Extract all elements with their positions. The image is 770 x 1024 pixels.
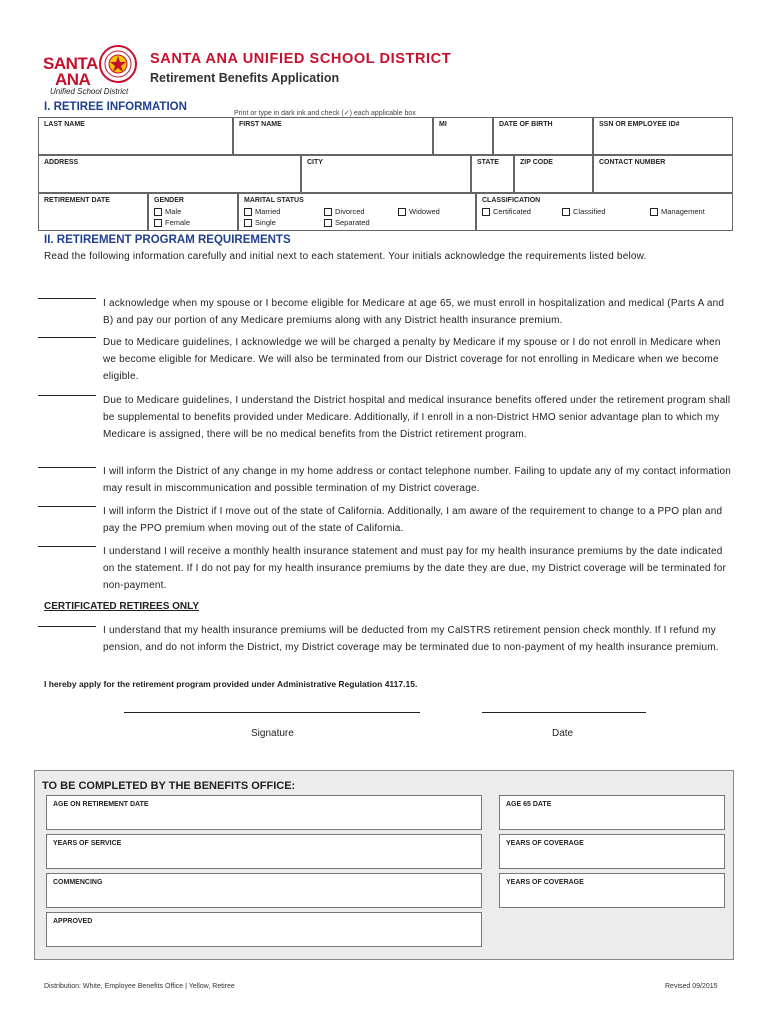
signature-label: Signature — [251, 728, 294, 739]
apply-statement: I hereby apply for the retirement program provided under Administrative Regulation 4117.15. — [44, 679, 418, 689]
marital-divorced-option[interactable] — [324, 207, 365, 216]
option-label: Classified — [573, 207, 606, 216]
checkbox-icon[interactable] — [244, 219, 252, 227]
initial-line-2[interactable] — [38, 337, 96, 338]
office-title: TO BE COMPLETED BY THE BENEFITS OFFICE: — [42, 780, 296, 792]
class-management-option[interactable] — [650, 207, 705, 216]
first-name-label: FIRST NAME — [239, 121, 282, 128]
checkbox-icon[interactable] — [562, 208, 570, 216]
distribution-note: Distribution: White, Employee Benefits Office | Yellow, Retiree — [44, 983, 235, 990]
checkbox-icon[interactable] — [650, 208, 658, 216]
section1-title: I. RETIREE INFORMATION — [44, 101, 187, 113]
retirement-date-label: RETIREMENT DATE — [44, 197, 110, 204]
class-certificated-option[interactable] — [482, 207, 531, 216]
checkbox-icon[interactable] — [324, 208, 332, 216]
statement-1: I acknowledge when my spouse or I become eligible for Medicare at age 65, we must enroll in hospitalization and medical (Parts A and B) and pay our portion of any Medicare premiums along with any District health insurance premium. — [103, 298, 725, 326]
statement-3: Due to Medicare guidelines, I understand the District hospital and medical insurance benefits offered under the retirement program shall be supplemental to benefits provided under Medicare. Additionally, if I enroll in a non-District HMO senior advantage plan to which my Medicare is assigned, there will be no medical benefits from the District retirement program. — [103, 395, 731, 440]
statement-5: I will inform the District if I move out of the state of California. Additionally, I am aware of the requirement to change to a PPO plan and pay the PPO premium when moving out of the state of California. — [103, 506, 723, 534]
option-label: Single — [255, 218, 276, 227]
approved-label: APPROVED — [53, 918, 93, 925]
certificated-statement: I understand that my health insurance premiums will be deducted from my CalSTRS retirement pension check monthly. If I refund my pension, and do not inform the District, my District coverage may be terminated due to non-payment of my health insurance premium. — [103, 625, 719, 653]
option-label: Divorced — [335, 207, 365, 216]
marital-widowed-option[interactable] — [398, 207, 440, 216]
date-line[interactable] — [482, 712, 646, 713]
years-coverage-field-1[interactable] — [499, 834, 725, 869]
years-service-label: YEARS OF SERVICE — [53, 840, 122, 847]
initial-line-6[interactable] — [38, 546, 96, 547]
statement-4: I will inform the District of any change in my home address or contact telephone number. Failing to update any of my contact information may result in miscommunication and possible termination of my District coverage. — [103, 466, 732, 494]
district-title: SANTA ANA UNIFIED SCHOOL DISTRICT — [150, 51, 452, 67]
checkbox-icon[interactable] — [398, 208, 406, 216]
checkbox-icon[interactable] — [482, 208, 490, 216]
certificated-heading: CERTIFICATED RETIREES ONLY — [44, 601, 200, 612]
years-coverage-label-2: YEARS OF COVERAGE — [506, 879, 584, 886]
option-label: Certificated — [493, 207, 531, 216]
marital-single-option[interactable] — [244, 218, 276, 227]
logo-line2: ANA — [55, 70, 91, 89]
age-on-retirement-label: AGE ON RETIREMENT DATE — [53, 801, 149, 808]
age-on-retirement-field[interactable] — [46, 795, 482, 830]
state-label: STATE — [477, 159, 499, 166]
years-coverage-field-2[interactable] — [499, 873, 725, 908]
signature-line[interactable] — [124, 712, 420, 713]
district-seal-icon — [99, 45, 137, 83]
zip-label: ZIP CODE — [520, 159, 553, 166]
commencing-field[interactable] — [46, 873, 482, 908]
initial-line-1[interactable] — [38, 298, 96, 299]
city-field[interactable] — [301, 155, 471, 193]
option-label: Widowed — [409, 207, 440, 216]
gender-label: GENDER — [154, 197, 184, 204]
address-label: ADDRESS — [44, 159, 79, 166]
last-name-label: LAST NAME — [44, 121, 85, 128]
instructions: Print or type in dark ink and check (✓) each applicable box — [234, 110, 416, 117]
initial-line-4[interactable] — [38, 467, 96, 468]
years-service-field[interactable] — [46, 834, 482, 869]
statement-2: Due to Medicare guidelines, I acknowledge we will be charged a penalty by Medicare if my spouse or I do not enroll in Medicare when we become eligible for Medicare. We will also be terminated from our District coverage for not enrolling in Medicare when we become eligible. — [103, 337, 721, 382]
logo-line1: SANTA — [43, 54, 98, 73]
commencing-label: COMMENCING — [53, 879, 103, 886]
statement-6: I understand I will receive a monthly health insurance statement and must pay for my health insurance premiums by the date indicated on the statement. If I do not pay for my health insurance premiums by the date they are due, my District coverage will be terminated for non-payment. — [103, 546, 727, 591]
initial-line-7[interactable] — [38, 626, 96, 627]
checkbox-icon[interactable] — [244, 208, 252, 216]
checkbox-icon[interactable] — [154, 219, 162, 227]
dob-label: DATE OF BIRTH — [499, 121, 553, 128]
logo-subtitle: Unified School District — [50, 87, 129, 96]
class-classified-option[interactable] — [562, 207, 606, 216]
option-label: Married — [255, 207, 281, 216]
marital-married-option[interactable] — [244, 207, 280, 216]
option-label: Male — [165, 207, 182, 216]
initial-line-5[interactable] — [38, 506, 96, 507]
date-label: Date — [552, 728, 574, 739]
district-logo-text — [43, 56, 98, 88]
initial-line-3[interactable] — [38, 395, 96, 396]
form-title: Retirement Benefits Application — [150, 71, 340, 85]
checkbox-icon[interactable] — [324, 219, 332, 227]
ssn-label: SSN OR EMPLOYEE ID# — [599, 121, 680, 128]
revised-date: Revised 09/2015 — [665, 983, 718, 990]
mi-label: MI — [439, 121, 447, 128]
marital-separated-option[interactable] — [324, 218, 370, 227]
city-label: CITY — [307, 159, 323, 166]
contact-label: CONTACT NUMBER — [599, 159, 666, 166]
years-coverage-label-1: YEARS OF COVERAGE — [506, 840, 584, 847]
age65-field[interactable] — [499, 795, 725, 830]
classification-label: CLASSIFICATION — [482, 197, 541, 204]
age65-label: AGE 65 DATE — [506, 801, 552, 808]
option-label: Female — [165, 218, 191, 227]
gender-female-option[interactable] — [154, 218, 190, 227]
section2-intro: Read the following information carefully and initial next to each statement. Your initials acknowledge the requirements listed below. — [44, 251, 647, 262]
option-label: Management — [661, 207, 705, 216]
marital-label: MARITAL STATUS — [244, 197, 304, 204]
section2-title: II. RETIREMENT PROGRAM REQUIREMENTS — [44, 234, 291, 246]
checkbox-icon[interactable] — [154, 208, 162, 216]
gender-male-option[interactable] — [154, 207, 181, 216]
approved-field[interactable] — [46, 912, 482, 947]
option-label: Separated — [335, 218, 370, 227]
